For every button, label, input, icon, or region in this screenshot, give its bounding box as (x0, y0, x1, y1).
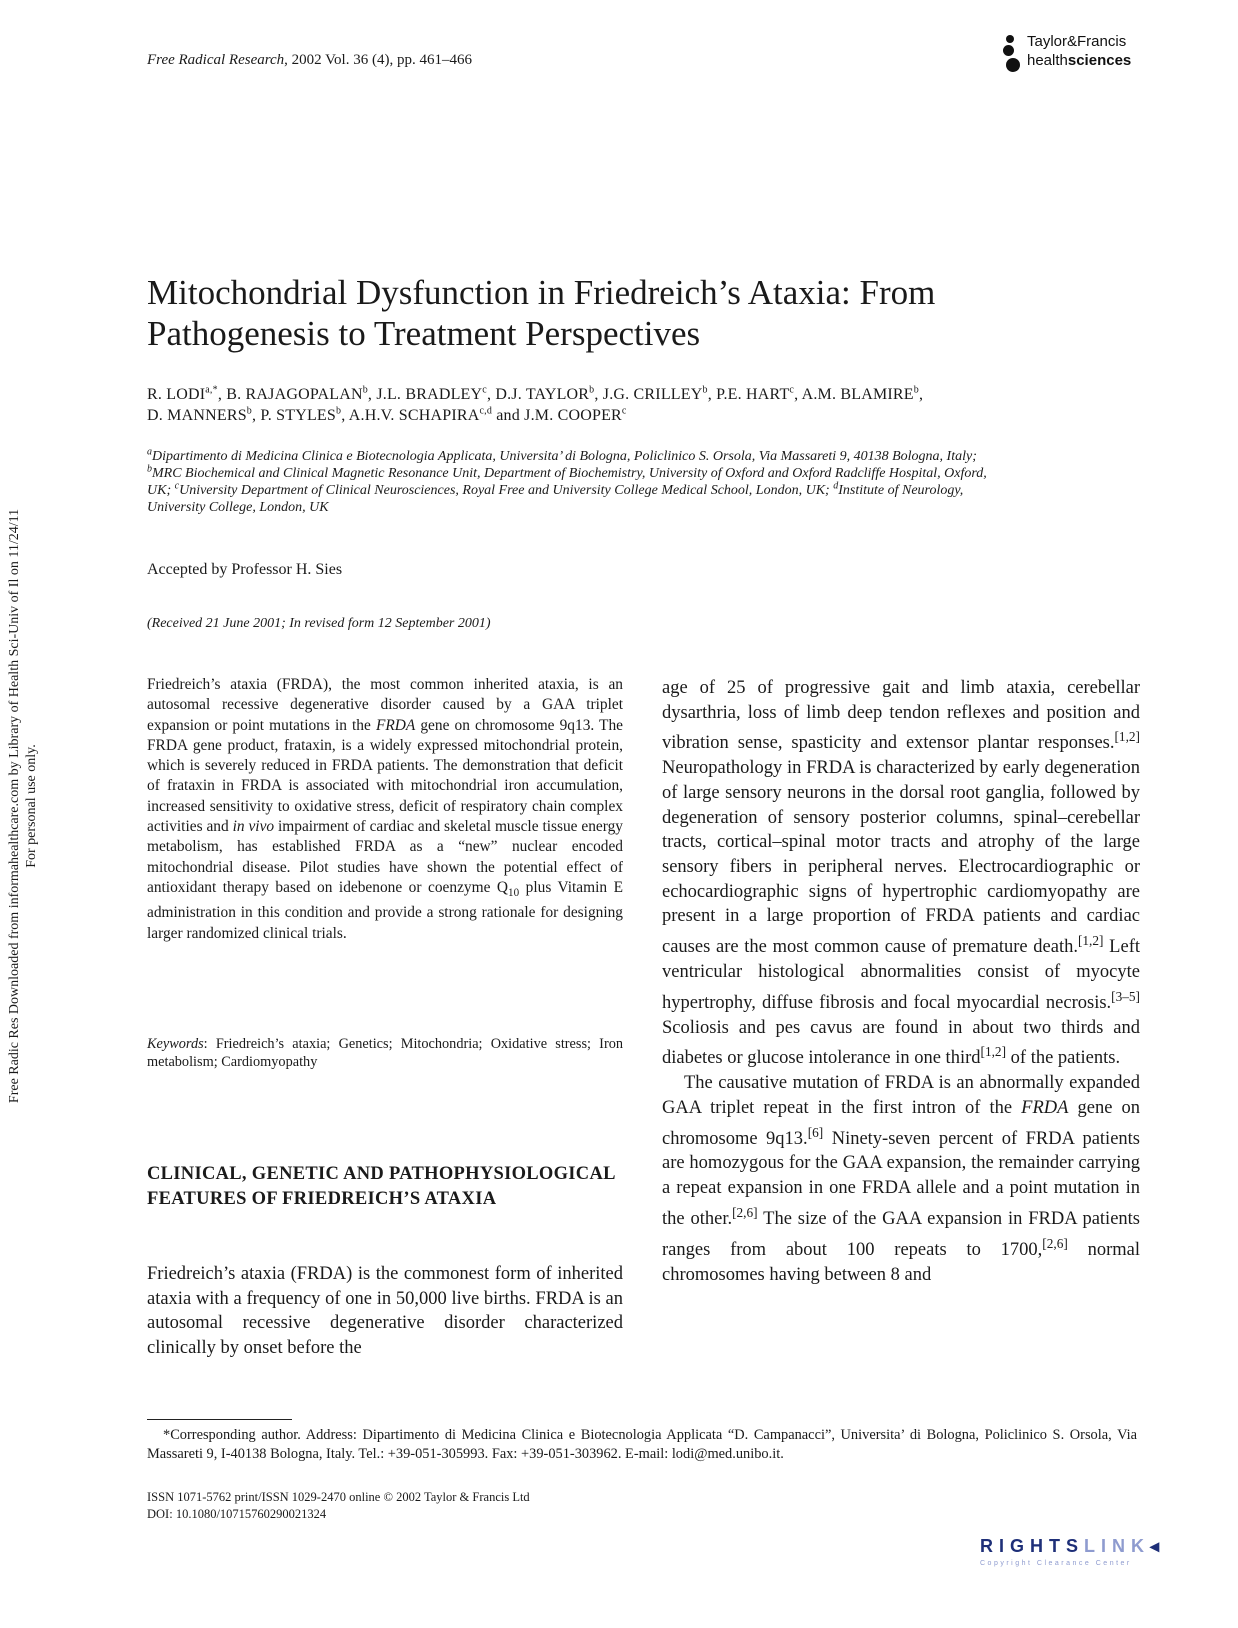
abstract-text: gene on chromosome 9q13. The FRDA gene product, frataxin, is a widely expressed mitochondrial protein, which is severely reduced in FRDA patients. The demonstration that deficit of frataxin in FRDA is associated with mitochondrial iron accumulation, increased sensitivity to oxidative stress, deficit of respiratory chain complex activities and (147, 716, 623, 836)
body-text-left: Friedreich’s ataxia (FRDA) is the commonest form of inherited ataxia with a frequency of one in 50,000 live births. FRDA is an autosomal recessive degenerative disorder characterized clinically by onset before the (147, 1264, 623, 1358)
body-text: The causative mutation of FRDA is an abnormally expanded GAA triplet repeat in the first intron of the (662, 1073, 1140, 1118)
citation-ref[interactable]: [1,2] (1114, 729, 1140, 745)
author-name: P. STYLES (260, 407, 337, 424)
logo-dot-icon (1006, 35, 1014, 43)
author-affiliation-marker: b (336, 405, 342, 417)
author-name: R. LODI (147, 386, 206, 403)
abstract-text: plus Vitamin E administration in this condition and provide a strong rationale for designing larger randomized clinical trials. (147, 878, 623, 942)
body-text: Scoliosis and pes cavus are found in about two thirds and diabetes or glucose intolerance in one third (662, 1017, 1140, 1069)
author-separator: , (794, 386, 802, 403)
affiliation-marker: b (147, 463, 152, 475)
affiliations (147, 448, 1137, 516)
publisher-name: Taylor&Francis (1027, 33, 1127, 50)
logo-dot-icon (1006, 58, 1020, 72)
abstract (147, 675, 623, 944)
doi-line: DOI: 10.1080/10715760290021324 (147, 1507, 327, 1521)
gene-italic: FRDA (1021, 1097, 1069, 1118)
author-affiliation-marker: b (913, 384, 919, 396)
affiliation-text: MRC Biochemical and Clinical Magnetic Resonance Unit, Department of Biochemistry, University of Oxford and Oxford Radcliffe Hospital, Oxford, (152, 466, 987, 481)
abstract-text: impairment of cardiac and skeletal muscle tissue energy metabolism, has established FRDA as a “new” nuclear encoded mitochondrial disease. Pilot studies have shown the potential effect of antioxidant therapy based on idebenone or coenzyme Q (147, 818, 623, 896)
author-separator: and (492, 407, 525, 424)
author-separator: , (594, 386, 603, 403)
affiliation-a (147, 448, 1137, 465)
coenzyme-subscript: 10 (508, 887, 520, 900)
publisher-division-a: health (1027, 52, 1068, 69)
author-name: B. RAJAGOPALAN (226, 386, 363, 403)
author-name: J.L. BRADLEY (376, 386, 483, 403)
affiliation-text: Dipartimento di Medicina Clinica e Biotecnologia Applicata, Universita’ di Bologna, Policlinico S. Orsola, Via Massareti 9, 40138 Bologna, Italy; (152, 449, 977, 464)
accepted-by: Accepted by Professor H. Sies (147, 561, 343, 578)
author-separator: , (217, 386, 227, 403)
journal-citation (147, 52, 472, 69)
body-text: of the patients. (1006, 1048, 1121, 1069)
journal-name: Free Radical Research (147, 52, 285, 68)
citation-ref[interactable]: [1,2] (1077, 933, 1104, 949)
affiliation-b (147, 465, 1137, 482)
citation-ref[interactable]: [3–5] (1111, 988, 1140, 1004)
footnote-rule (147, 1419, 292, 1420)
affiliation-d-cont: University College, London, UK (147, 500, 329, 515)
download-watermark-line2: For personal use only. (24, 744, 39, 868)
author-affiliation-marker: b (589, 384, 595, 396)
abstract-gene-italic: FRDA (375, 716, 416, 734)
logo-dot-icon (1003, 45, 1014, 56)
received-dates: (Received 21 June 2001; In revised form 12 September 2001) (147, 616, 491, 631)
affiliation-marker: a (147, 446, 152, 458)
rightslink-subtitle: Copyright Clearance Center (980, 1560, 1132, 1567)
publisher-logo (1003, 33, 1153, 73)
body-text-right (662, 676, 1140, 1287)
issn-line: ISSN 1071-5762 print/ISSN 1029-2470 online © 2002 Taylor & Francis Ltd (147, 1490, 530, 1504)
author-name: A.M. BLAMIRE (801, 386, 914, 403)
author-affiliation-marker: c,d (479, 405, 493, 417)
section-heading: CLINICAL, GENETIC AND PATHOPHYSIOLOGICAL FEATURES OF FRIEDREICH’S ATAXIA (147, 1164, 615, 1209)
body-text: gene on chromosome 9q13. (662, 1097, 1140, 1149)
abstract-in-vivo: in vivo (232, 818, 275, 836)
abstract-text: Friedreich’s ataxia (FRDA), the most common inherited ataxia, is an autosomal recessive degenerative disorder caused by a GAA triplet expansion or point mutations in the (147, 676, 623, 734)
author-affiliation-marker: b (246, 405, 252, 417)
author-separator: , (252, 407, 261, 424)
rightslink-arrow-icon: ◂ (1150, 1536, 1166, 1556)
issn-doi (147, 1489, 530, 1523)
citation-ref[interactable]: [6] (807, 1124, 824, 1140)
author-affiliation-marker: a,* (205, 384, 218, 396)
author-name: D. MANNERS (147, 407, 247, 424)
author-name: P.E. HART (716, 386, 790, 403)
author-name: J.M. COOPER (524, 407, 622, 424)
affiliation-c-d (147, 482, 1137, 499)
keywords-text: : Friedreich’s ataxia; Genetics; Mitochondria; Oxidative stress; Iron metabolism; Cardiomyopathy (147, 1036, 623, 1070)
affiliation-marker: d (833, 480, 839, 492)
author-affiliation-marker: c (789, 384, 795, 396)
body-text: Neuropathology in FRDA is characterized by early degeneration of large sensory neurons in the dorsal root ganglia, followed by degeneration of sensory posterior columns, spinal–cerebellar tracts, cortical–spinal motor tracts and atrophy of the large sensory fibers in peripheral nerves. Electrocardiographic or echocardiographic signs of hypertrophic cardiomyopathy are present in a large proportion of FRDA patients and cardiac causes are the most common cause of premature death. (662, 758, 1140, 958)
keywords (147, 1036, 623, 1071)
affiliation-text: UK; (147, 483, 175, 498)
rightslink-logo[interactable] (980, 1536, 1180, 1576)
author-name: J.G. CRILLEY (602, 386, 703, 403)
affiliation-text: Institute of Neurology, (838, 483, 964, 498)
author-affiliation-marker: c (621, 405, 627, 417)
author-affiliation-marker: b (702, 384, 708, 396)
journal-details: , 2002 Vol. 36 (4), pp. 461–466 (284, 52, 472, 68)
body-text: normal chromosomes having between 8 and (662, 1239, 1140, 1285)
publisher-division (1027, 52, 1131, 69)
author-separator: , (707, 386, 717, 403)
body-paragraph (662, 1071, 1140, 1287)
author-name: A.H.V. SCHAPIRA (348, 407, 480, 424)
rightslink-word-b: LINK (1084, 1536, 1151, 1556)
body-paragraph (662, 676, 1140, 1071)
rightslink-wordmark (980, 1536, 1165, 1557)
corresponding-author-footnote: *Corresponding author. Address: Dipartimento di Medicina Clinica e Biotecnologia Applicata “D. Campanacci”, Universita’ di Bologna, Policlinico S. Orsola, Via Massareti 9, I-40138 Bologna, Italy. Tel.: +39-051-305993. Fax: +39-051-303962. E-mail: lodi@med.unibo.it. (147, 1427, 1137, 1462)
author-separator: , (918, 386, 924, 403)
body-text: Left ventricular histological abnormalities consist of myocyte hypertrophy, diffuse fibrosis and focal myocardial necrosis. (662, 937, 1140, 1013)
publisher-division-b: sciences (1067, 52, 1132, 69)
download-watermark (6, 446, 40, 1166)
author-list (147, 384, 1107, 426)
citation-ref[interactable]: [2,6] (1042, 1235, 1068, 1251)
body-text: The size of the GAA expansion in FRDA patients ranges from about 100 repeats to 1700, (662, 1209, 1141, 1260)
download-watermark-line1: Free Radic Res Downloaded from informahealthcare.com by Library of Health Sci-Univ of Il on 11/24/11 (7, 508, 22, 1104)
rightslink-word-a: RIGHTS (980, 1536, 1085, 1556)
citation-ref[interactable]: [2,6] (732, 1204, 758, 1220)
keywords-label: Keywords (147, 1036, 204, 1052)
article-title: Mitochondrial Dysfunction in Friedreich’s Ataxia: From Pathogenesis to Treatment Perspectives (147, 273, 936, 353)
citation-ref[interactable]: [1,2] (980, 1044, 1007, 1060)
body-text: age of 25 of progressive gait and limb ataxia, cerebellar dysarthria, loss of limb deep tendon reflexes and position and vibration sense, spasticity and extensor plantar responses. (662, 678, 1140, 754)
author-name: D.J. TAYLOR (495, 386, 590, 403)
author-separator: , (341, 407, 349, 424)
author-separator: , (486, 386, 496, 403)
author-separator: , (367, 386, 377, 403)
author-affiliation-marker: b (362, 384, 368, 396)
body-text: Ninety-seven percent of FRDA patients are homozygous for the GAA expansion, the remainder carrying a repeat expansion in one FRDA allele and a point mutation in the other. (662, 1128, 1141, 1229)
affiliation-marker: c (174, 480, 180, 492)
author-affiliation-marker: c (482, 384, 487, 396)
affiliation-text: University Department of Clinical Neurosciences, Royal Free and University College Medical School, London, UK; (179, 483, 834, 498)
